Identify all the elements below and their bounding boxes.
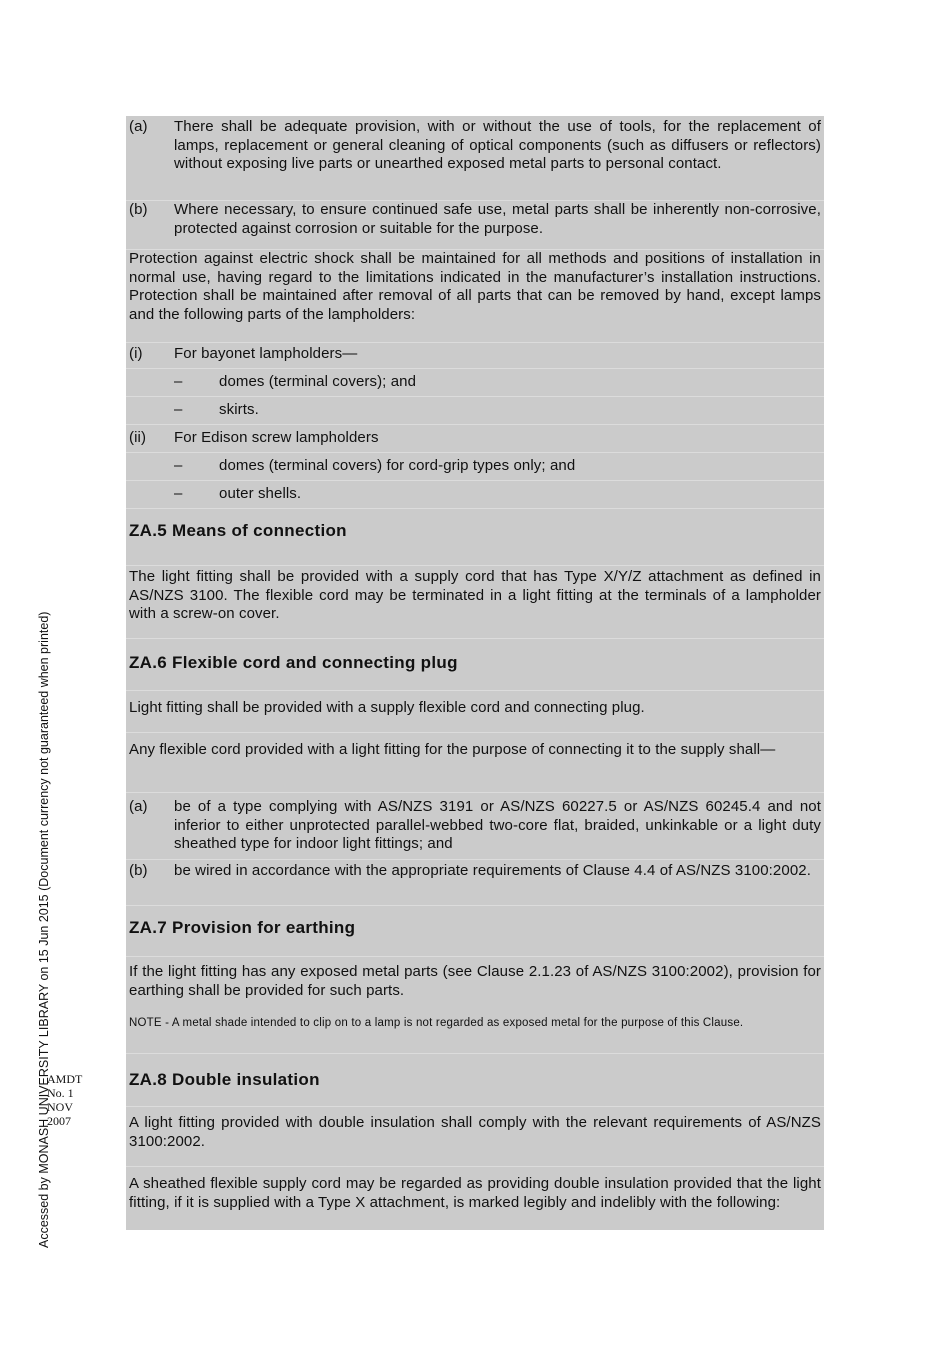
list-item — [126, 342, 824, 364]
heading-text: ZA.7 Provision for earthing — [129, 918, 356, 937]
item-label: (b) — [129, 862, 148, 879]
item-text: Where necessary, to ensure continued safe use, metal parts shall be inherently non-corrosive, protected against corrosion or suitable for the purpose. — [174, 201, 821, 237]
item-label: (b) — [129, 201, 148, 218]
amendment-line: AMDT — [47, 1072, 83, 1086]
item-text: domes (terminal covers); and — [219, 373, 417, 390]
item-label: (i) — [129, 345, 143, 362]
paragraph — [126, 732, 824, 760]
heading-text: ZA.6 Flexible cord and connecting plug — [129, 653, 458, 672]
item-text: domes (terminal covers) for cord-grip types only; and — [219, 457, 576, 474]
paragraph-text: A sheathed flexible supply cord may be regarded as providing double insulation provided that the light fitting, if it is supplied with a Type X attachment, is marked legibly and indelibly with the following: — [129, 1175, 821, 1211]
item-text: For bayonet lampholders— — [174, 345, 358, 362]
heading-text: ZA.5 Means of connection — [129, 521, 347, 540]
dash-bullet: – — [174, 485, 183, 502]
item-label: (a) — [129, 798, 148, 815]
item-text: There shall be adequate provision, with or without the use of tools, for the replacement of lamps, replacement or general cleaning of optical components (such as diffusers or reflectors) without exposing live parts or unearthed exposed metal parts to personal contact. — [174, 118, 821, 172]
dash-bullet: – — [174, 457, 183, 474]
item-text: be of a type complying with AS/NZS 3191 or AS/NZS 60227.5 or AS/NZS 60245.4 and not inferior to either unprotected parallel-webbed two-core flat, braided, unkinkable or a light duty sheathed type for indoor light fittings; and — [174, 798, 821, 852]
paragraph — [126, 690, 824, 718]
item-text: outer shells. — [219, 485, 302, 502]
amendment-line: 2007 — [47, 1114, 71, 1128]
paragraph — [126, 1106, 824, 1151]
paragraph-text: A light fitting provided with double insulation shall comply with the relevant requirements of AS/NZS 3100:2002. — [129, 1114, 821, 1150]
document-body — [126, 116, 824, 1230]
sub-list-item — [126, 368, 824, 392]
paragraph — [126, 956, 824, 1000]
section-heading — [126, 905, 824, 938]
list-item — [126, 859, 824, 881]
heading-text: ZA.8 Double insulation — [129, 1070, 320, 1089]
list-item — [126, 200, 824, 238]
dash-bullet: – — [174, 401, 183, 418]
access-watermark: Accessed by MONASH UNIVERSITY LIBRARY on 15 Jun 2015 (Document currency not guaranteed when printed) — [37, 611, 51, 1248]
list-item — [126, 424, 824, 448]
paragraph — [126, 249, 824, 324]
section-heading — [126, 1053, 824, 1090]
list-item — [126, 118, 824, 174]
item-text: be wired in accordance with the appropriate requirements of Clause 4.4 of AS/NZS 3100:2002. — [174, 862, 811, 879]
amendment-line: No. 1 — [47, 1086, 74, 1100]
section-heading — [126, 638, 824, 673]
note — [126, 1016, 824, 1030]
paragraph-text: Any flexible cord provided with a light fitting for the purpose of connecting it to the supply shall— — [129, 741, 776, 758]
paragraph-text: If the light fitting has any exposed metal parts (see Clause 2.1.23 of AS/NZS 3100:2002), provision for earthing shall be provided for such parts. — [129, 963, 821, 999]
item-text: skirts. — [219, 401, 259, 418]
note-text: NOTE - A metal shade intended to clip on to a lamp is not regarded as exposed metal for the purpose of this Clause. — [129, 1017, 744, 1029]
paragraph-text: The light fitting shall be provided with a supply cord that has Type X/Y/Z attachment as defined in AS/NZS 3100. The flexible cord may be terminated in a light fitting at the terminals of a lampholder with a screw-on cover. — [129, 568, 821, 622]
amendment-line: NOV — [47, 1100, 73, 1114]
paragraph-text: Light fitting shall be provided with a supply flexible cord and connecting plug. — [129, 699, 645, 716]
sub-list-item — [126, 452, 824, 476]
item-label: (a) — [129, 118, 148, 135]
paragraph-text: Protection against electric shock shall be maintained for all methods and positions of installation in normal use, having regard to the limitations indicated in the manufacturer’s installation instructions. Protection shall be maintained after removal of all parts that can be removed by hand, except lamps and the following parts of the lampholders: — [129, 250, 821, 323]
item-label: (ii) — [129, 429, 147, 446]
paragraph — [126, 565, 824, 624]
dash-bullet: – — [174, 373, 183, 390]
sub-list-item — [126, 396, 824, 420]
paragraph — [126, 1166, 824, 1212]
list-item — [126, 792, 824, 854]
sub-list-item — [126, 480, 824, 504]
section-heading — [126, 508, 824, 541]
amendment-note — [47, 1072, 82, 1128]
item-text: For Edison screw lampholders — [174, 429, 379, 446]
